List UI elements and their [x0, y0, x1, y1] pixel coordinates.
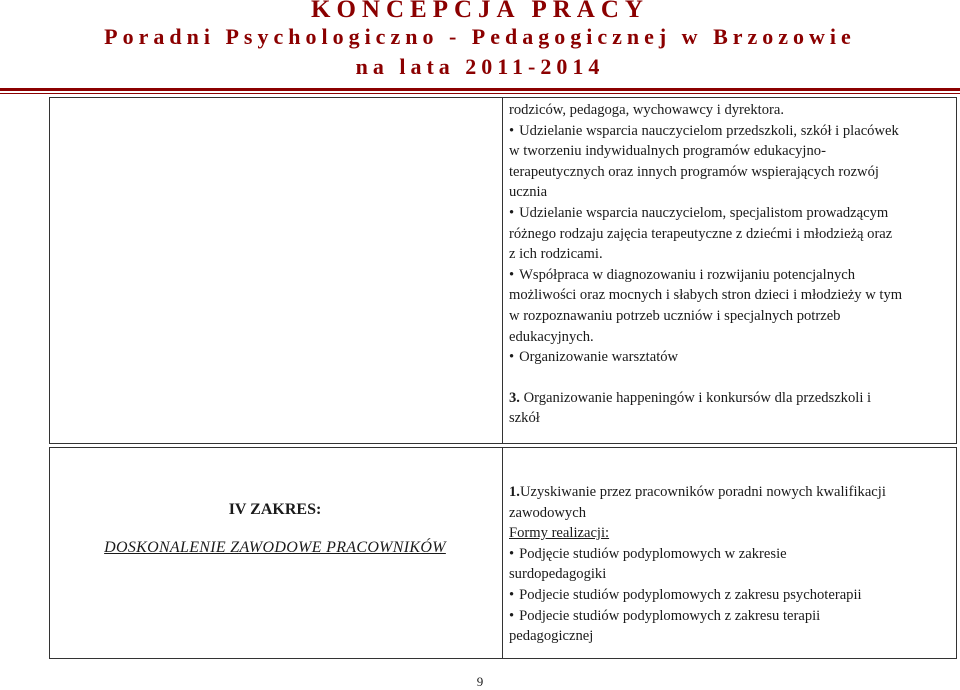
document-title: KONCEPCJA PRACY: [311, 0, 649, 23]
text-line: w rozpoznawaniu potrzeb uczniów i specjalnych potrzeb: [509, 307, 841, 324]
top-section-content: [509, 100, 949, 429]
text-line: różnego rodzaju zajęcia terapeutyczne z dziećmi i młodzieżą oraz: [509, 225, 893, 242]
bullet-item: • Podjecie studiów podyplomowych z zakresu psychoterapii: [509, 585, 949, 606]
section-title: DOSKONALENIE ZAWODOWE PRACOWNIKÓW: [104, 539, 446, 556]
bullet-item: • Organizowanie warsztatów: [509, 347, 949, 368]
text-line: surdopedagogiki: [509, 566, 607, 583]
text-line: zawodowych: [509, 504, 586, 521]
header-divider-thick: [0, 88, 960, 91]
bottom-section-content: [509, 482, 949, 647]
document-subtitle: Poradni Psychologiczno - Pedagogicznej w Brzozowie: [104, 24, 856, 49]
header-divider-thin: [0, 93, 960, 94]
bullet-item: • Współpraca w diagnozowaniu i rozwijaniu potencjalnych: [509, 265, 949, 286]
text-line: rodziców, pedagoga, wychowawcy i dyrektora.: [509, 102, 785, 118]
text-line: ucznia: [509, 184, 548, 201]
text-line: terapeutycznych oraz innych programów wspierających rozwój: [509, 163, 879, 180]
table-cell-left-top: [49, 97, 503, 444]
bullet-item: • Udzielanie wsparcia nauczycielom przedszkoli, szkół i placówek: [509, 121, 949, 142]
forms-label: Formy realizacji:: [509, 525, 610, 542]
document-period: na lata 2011-2014: [355, 54, 605, 79]
text-line: możliwości oraz mocnych i słabych stron dzieci i młodzieży w tym: [509, 287, 903, 304]
numbered-item-3: 3. Organizowanie happeningów i konkursów dla przedszkoli i: [509, 389, 872, 406]
bullet-item: • Podjęcie studiów podyplomowych w zakresie: [509, 544, 949, 565]
page-number: 9: [476, 674, 484, 689]
text-line: pedagogicznej: [509, 628, 594, 645]
bullet-item: • Podjecie studiów podyplomowych z zakresu terapii: [509, 606, 949, 627]
text-line: szkół: [509, 410, 540, 427]
numbered-item-1: 1.Uzyskiwanie przez pracowników poradni nowych kwalifikacji: [509, 484, 886, 500]
bullet-item: • Udzielanie wsparcia nauczycielom, specjalistom prowadzącym: [509, 203, 949, 224]
text-line: z ich rodzicami.: [509, 246, 603, 263]
section-label: IV ZAKRES:: [228, 501, 322, 518]
text-line: w tworzeniu indywidualnych programów edukacyjno-: [509, 143, 826, 160]
text-line: edukacyjnych.: [509, 328, 594, 345]
